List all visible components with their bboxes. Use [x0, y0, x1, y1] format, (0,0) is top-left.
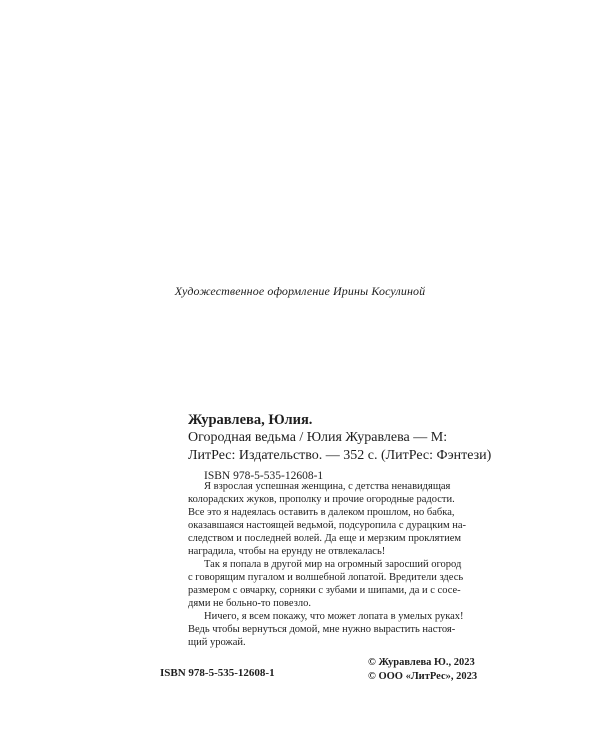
annotation-line: следством и последней волей. Да еще и мерзким проклятием — [188, 533, 461, 544]
annotation-line: Я взрослая успешная женщина, с детства ненавидящая — [204, 481, 451, 492]
annotation-line: с говорящим пугалом и волшебной лопатой. Вредители здесь — [188, 572, 464, 583]
publication-statement: ЛитРес: Издательство. — 352 с. (ЛитРес: Фэнтези) — [188, 448, 492, 463]
annotation-line: Так я попала в другой мир на огромный заросший огород — [204, 559, 462, 570]
annotation-line: размером с овчарку, сорняки с зубами и шипами, да и с сосе- — [188, 585, 461, 596]
copyright-notices — [368, 656, 477, 684]
annotation-line: Ничего, я всем покажу, что может лопата в умелых руках! — [204, 611, 464, 622]
annotation-text — [188, 480, 488, 649]
annotation-line: щий урожай. — [188, 637, 246, 648]
art-design-credit: Художественное оформление Ирины Косулиной — [174, 284, 426, 298]
copyright-author: © Журавлева Ю., 2023 — [368, 657, 475, 668]
bibliographic-record — [188, 412, 492, 483]
footer-isbn: ISBN 978-5-535-12608-1 — [160, 667, 275, 679]
annotation-line: Все это я надеялась оставить в далеком прошлом, но бабка, — [188, 507, 455, 518]
annotation-line: наградила, чтобы на ерунду не отвлекалась! — [188, 546, 386, 557]
copyright-publisher: © ООО «ЛитРес», 2023 — [368, 671, 478, 682]
annotation-line: дями не больно-то повезло. — [188, 598, 311, 609]
annotation-line: оказавшаяся настоящей ведьмой, подсуропила с дурацким на- — [188, 520, 466, 531]
annotation-line: колорадских жуков, прополку и прочие огородные радости. — [188, 494, 455, 505]
author-heading: Журавлева, Юлия. — [188, 412, 313, 428]
isbn-number: ISBN 978-5-535-12608-1 — [204, 470, 324, 482]
title-statement: Огородная ведьма / Юлия Журавлева — М: — [188, 430, 448, 445]
annotation-line: Ведь чтобы вернуться домой, мне нужно вырастить настоя- — [188, 624, 456, 635]
